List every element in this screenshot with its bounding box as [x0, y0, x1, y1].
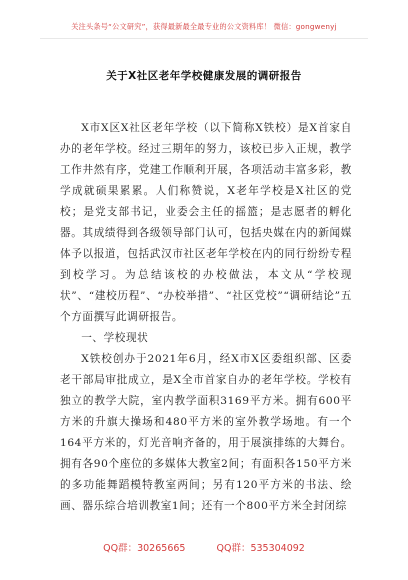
promo-banner: 关注头条号“公文研究”，获得最新最全最专业的公文资料库！ 微信：gongwenyj [71, 22, 337, 31]
qq-group-left: QQ群：30265665 [103, 543, 186, 554]
document-title: 关于X社区老年学校健康发展的调研报告 [106, 70, 302, 82]
document-body [60, 118, 352, 517]
section-heading: 一、学校现状 [81, 332, 149, 344]
footer-contacts [0, 540, 408, 554]
header-divider [40, 38, 368, 39]
intro-paragraph: X市X区X社区老年学校（以下简称X铁校）是X首家自办的老年学校。经过三期年的努力，该校已步入正规，教学工作井然有序，党建工作顺利开展，各项活动丰富多彩，教学成就硕果累累。人们称赞说，X老年学校是X社区的党校；是党支部书记，业委会主任的摇篮；是志愿者的孵化器。其成绩得到各级领导部门认可，包括央媒在内的新闻媒体予以报道，包括武汉市社区老年学校在内的同行纷纷专程到校学习。为总结该校的办校做法，本文从“学校现状”、“建校历程”、“办校举措”、“社区党校”“调研结论”五个方面撰写此调研报告。 [60, 122, 352, 323]
qq-group-right: QQ群：535304092 [216, 543, 305, 554]
section-paragraph: X铁校创办于2021年6月，经X市X区委组织部、区委老干部局审批成立，是X全市首家自办的老年学校。学校有独立的教学大院，室内教学面积3169平方米。拥有600平方米的升旗大操场和480平方米的室外教学场地。有一个164平方米的，灯光音响齐备的，用于展演排练的大舞台。拥有各90个座位的多媒体大教室2间；有面积各150平方米的多功能舞蹈模特教室两间；另有120平方米的书法、绘画、器乐综合培训教室1间；还有一个800平方米全封闭综 [60, 353, 352, 512]
